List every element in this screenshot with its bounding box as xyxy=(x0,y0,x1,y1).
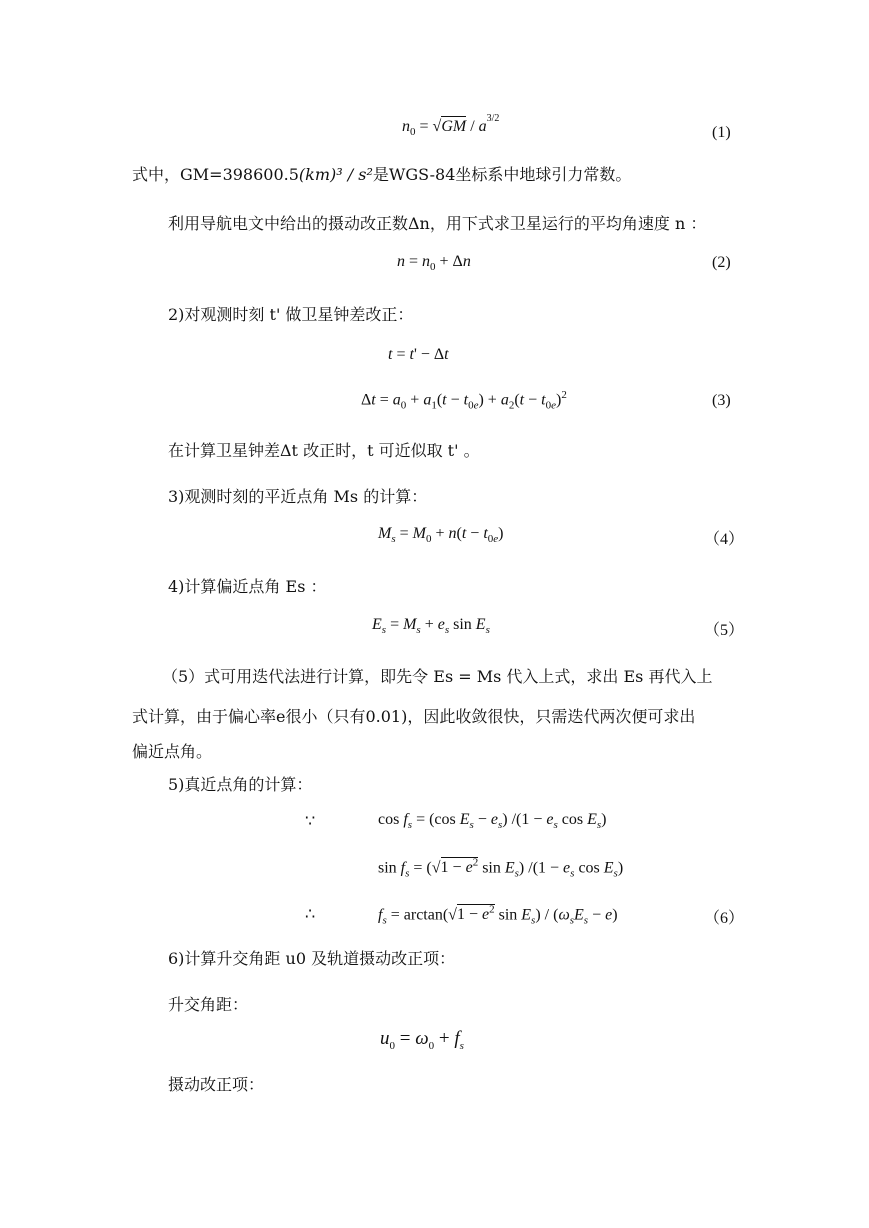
therefore-symbol: ∴ xyxy=(305,906,316,923)
equation-2: $n = n_0 + \Delta n$ xyxy=(397,253,471,274)
eq-number-4: （4） xyxy=(704,531,745,548)
section-6-heading: 6)计算升交角距 u0 及轨道摄动改正项： xyxy=(168,949,456,968)
gm-tail: 是WGS-84坐标系中地球引力常数。 xyxy=(372,165,632,184)
dn-paragraph: 利用导航电文中给出的摄动改正数Δn，用下式求卫星运行的平均角速度 n ： xyxy=(168,214,707,233)
equation-u0: $u_0 = \omega_0 + f_s$ xyxy=(380,1028,464,1052)
gm-paragraph xyxy=(132,162,631,185)
clock-paragraph: 在计算卫星钟差Δt 改正时，t 可近似取 t' 。 xyxy=(168,441,480,460)
equation-6a: $\cos f_s = (\cos$ $E_s - e_s$) $/(1 - e_s$ $\cos E_s$) xyxy=(378,811,607,832)
equation-3b: $\Delta t = a_0 + a_1(t - t_{0e}) + a_2(t - t_{0e})^2$ xyxy=(361,389,567,412)
iteration-line-1: （5）式可用迭代法进行计算，即先令 Es = Ms 代入上式，求出 Es 再代入上 xyxy=(162,667,713,686)
equation-6b: $\sin f_s = (√1 - e^2$ $\sin E_s$) $/(1 - e_s$ $\cos E_s$) xyxy=(378,857,624,880)
perturbation-label: 摄动改正项： xyxy=(168,1075,265,1094)
equation-4: $M_s = M_0 + n(t - t_{0e})$ xyxy=(378,525,504,546)
eq-number-2: (2) xyxy=(712,254,731,271)
equation-3a: t = t' − Δt xyxy=(388,346,449,363)
because-symbol: ∵ xyxy=(305,813,316,830)
iteration-line-3: 偏近点角。 xyxy=(132,742,213,761)
equation-6c: $f_s = \arctan(√1 - e^2$ $\sin E_s) / (\omega_sE_s - e)$ xyxy=(378,904,618,927)
eq-number-1: (1) xyxy=(712,124,731,141)
equation-5: $E_s = M_s + e_s$ $\sin E_s$ xyxy=(372,616,490,637)
section-5-heading: 5)真近点角的计算： xyxy=(168,775,313,794)
equation-1: $n_0 = √GM / a^{3/2}$ xyxy=(402,113,500,139)
eq-number-3: (3) xyxy=(712,392,731,409)
gm-unit: (km)³ / s² xyxy=(298,165,373,184)
eq-number-5: （5） xyxy=(704,622,745,639)
ascending-label: 升交角距： xyxy=(168,995,249,1014)
section-3-heading: 3)观测时刻的平近点角 Ms 的计算： xyxy=(168,487,428,506)
gm-text: 式中，GM=398600.5 xyxy=(132,165,299,184)
eq-number-6: （6） xyxy=(704,910,745,927)
iteration-line-2: 式计算，由于偏心率e很小（只有0.01)，因此收敛很快，只需迭代两次便可求出 xyxy=(132,707,696,726)
section-4-heading: 4)计算偏近点角 Es ： xyxy=(168,577,327,596)
section-2-heading: 2)对观测时刻 t' 做卫星钟差改正： xyxy=(168,305,414,324)
